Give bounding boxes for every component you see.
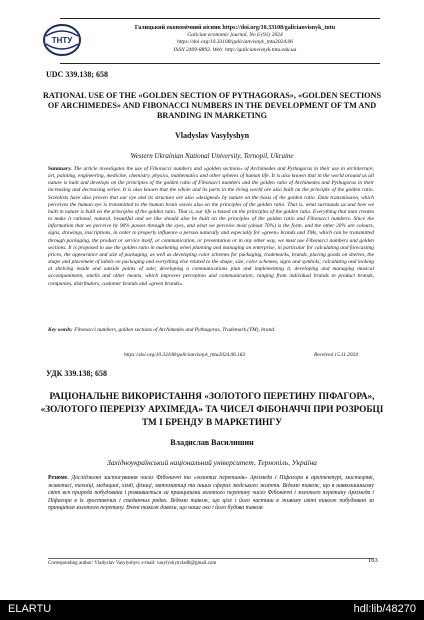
keywords-label-en: Key words: bbox=[48, 327, 73, 333]
article-doi[interactable]: https://doi.org/10.33108/galicianvisnyk_tntu2024.06.163 bbox=[124, 352, 246, 358]
affiliation-en: Western Ukrainian National University, Ternopil, Ukraine bbox=[130, 152, 294, 160]
journal-issue-line: Galician economic journal, No 6 (91) 2024 bbox=[187, 32, 283, 39]
author-en: Vladyslav Vasylyshyn bbox=[174, 131, 250, 140]
logo-text: ТНТУ bbox=[51, 36, 73, 45]
received-date: Received 15.11.2024 bbox=[314, 352, 358, 358]
journal-doi-line[interactable]: https://doi.org/10.33108/galicianvisnyk_tntu2024.06 bbox=[176, 39, 294, 46]
abstract-uk bbox=[48, 475, 374, 513]
summary-label-en: Summary. bbox=[48, 166, 72, 172]
corresponding-author-note: Corresponding author: Vladyslav Vasylyshyn; e-mail: vasylyshynvlad8@gmail.com bbox=[48, 558, 374, 566]
journal-issn-line[interactable]: ISSN 2409-8892. Web: http://galicianvisnyk.tntu.edu.ua bbox=[173, 46, 297, 53]
journal-header bbox=[85, 25, 385, 54]
keywords-text-en: Fibonacci numbers, golden sections of Archimedes and Pythagoras, Trademark (TM), brand. bbox=[74, 327, 276, 333]
journal-title-line: Галицький економічний вісник https://doi.org/10.33108/galicianvisnyk_tntu bbox=[134, 25, 336, 31]
article-title-en: RATIONAL USE OF THE «GOLDEN SECTION OF PYTHAGORAS», «GOLDEN SECTIONS OF ARCHIMEDES» AND FIBONACCI NUMBERS IN THE DEVELOPMENT OF TM AND BRANDING IN MARKETING bbox=[42, 91, 382, 120]
author-uk: Владислав Василишин bbox=[170, 438, 254, 447]
article-title-uk: РАЦІОНАЛЬНЕ ВИКОРИСТАННЯ «ЗОЛОТОГО ПЕРЕТИНУ ПІФАГОРА», «ЗОЛОТОГО ПЕРЕРІЗУ АРХІМЕДА» ТА ЧИСЕЛ ФІБОНАЧЧІ ПРИ РОЗРОБЦІ ТМ І БРЕНДУ В МАРКЕТИНГУ bbox=[40, 392, 384, 428]
affiliation-uk: Західноукраїнський національний університет, Тернопіль, Україна bbox=[107, 458, 317, 467]
udc-uk: УДК 339.138; 658 bbox=[46, 369, 108, 378]
abstract-en bbox=[48, 166, 374, 288]
udc-en: UDC 339.138; 658 bbox=[46, 70, 108, 79]
summary-label-uk: Резюме. bbox=[48, 475, 69, 481]
keywords-en bbox=[48, 327, 374, 334]
repository-bar bbox=[0, 600, 424, 620]
page-number: 163 bbox=[368, 557, 378, 564]
handle-id[interactable]: hdl:lib/48270 bbox=[353, 603, 416, 615]
summary-text-en: The article investigates the use of Fibonacci numbers and «golden sections» of Archimedes and Pythagoras in their use in architecture, art, painting, engineering, medicine, chemistry, physics, mathematics and other spheres of human life. It is also known that in the world around us all nature is built and develops on the principles of the golden ratio of Fibonacci numbers and the golden ratio of Archimedes and Pythagoras in their increasing and decreasing series. It is also known that the whole and its parts in the living world are also built on the principle of the golden ratio. Scientists have also proven that our eye and its structure are also «designed» by nature on the basis of the golden ratio. Data transmission, which perceives the human eye is transmitted to the human brain waves also on the principles of the golden ratio. That is, what surrounds us and how we built in nature is built on the principles of the golden ratio. That is, our life is based on the principles of the golden ratio. Everything that man creates to make it rational, natural, beautiful and we like should also be built on the principles of the golden ratio and Fibonacci numbers. Since the information that we perceive by 90% passes through the eyes, and what we perceive most (about 70%) is the form, and the other 20% are colours, signs, drawings, inscriptions, in order to properly influence a person naturally and especially for «green» brands and TMs, which can be transmitted through packaging, the product or service itself, or communication, or presentation or in any other way, we must use Fibonacci numbers and golden sections. It is proposed to use the golden ratio in marketing when planning and managing an enterprise, in particular for calculating and forecasting prices, the appearance and size of packaging, as well as developing color schemes for packaging, trademarks, brands, placing goods on shelves, the shape and placement of labels on packaging and everything else related to the shape, size, color schemes, signs and symbols; calculating and looking at shelving inside and outside points of sale; developing a communications plan and implementing it, developing and managing musical accompaniment, smells and other means, which improves perception and communication, ranging from individual brands to product brands, companies, distributors, customer brands and «green brands». bbox=[48, 166, 374, 287]
repository-name[interactable]: ELARTU bbox=[8, 603, 52, 615]
summary-text-uk: Досліджено застосування чисел Фібоначчі та «золотих перетинів» Архімеда і Піфагора в архітектурі, мистецтві, живописі, техніці, медицині, хімії, фізиці, математиці та інших сферах людського життя. Відомо також, що в навколишньому світі вся природа побудована і розвивається за принципами золотого перетину чисел Фібоначчі і золотого перетину Архімеда і Піфагора в їх зростаючих і спадаючих рядах. Відомо також, що ціле і його частини в живому світі також побудовані за принципом золотого перетину. Вчені також довели, що наше око і його будова також bbox=[48, 475, 375, 512]
